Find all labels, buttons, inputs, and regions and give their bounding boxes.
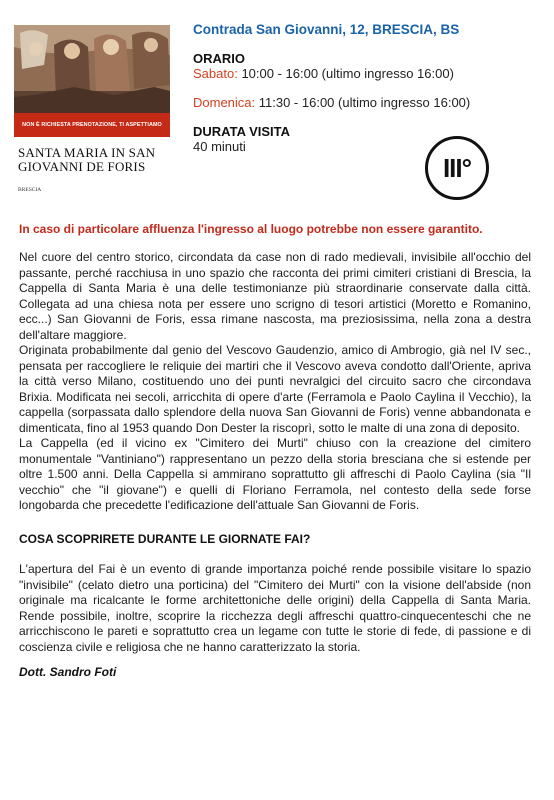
no-booking-banner: NON È RICHIESTA PRENOTAZIONE, TI ASPETTIAMO	[14, 113, 170, 137]
body-paragraph: La Cappella (ed il vicino ex "Cimitero dei Murti" chiuso con la creazione del cimitero monumentale "Vantiniano") rappresentano un pezzo della storia bresciana che si estende per oltre 1.500 anni. Della Cappella si ammirano soprattutto gli affreschi di Paolo Caylina (sia "Il vecchio" che "il giovane") e quelli di Floriano Ferramola, nel contesto della sede forse longobarda che precedette l'edificazione dell'attuale San Giovanni de Foris.	[19, 436, 531, 512]
hours-text: 11:30 - 16:00 (ultimo ingresso 16:00)	[255, 95, 471, 110]
day-label: Sabato:	[193, 66, 238, 81]
warning-text: In caso di particolare affluenza l'ingresso al luogo potrebbe non essere garantito.	[19, 222, 483, 236]
place-city: BRESCIA	[18, 187, 42, 193]
logo-text: III°	[442, 153, 472, 183]
place-title: SANTA MARIA IN SAN GIOVANNI DE FORIS	[18, 145, 156, 174]
body-paragraph: Nel cuore del centro storico, circondata da case non di rado medievali, invisibile all'occhio del passante, perché racchiusa in uno spazio che racconta dei primi cimiteri cristiani di Brescia, la Cappella di Santa Maria è una delle testimonianze più straordinarie conservate dalla città. Collegata ad una chiesa nota per essere uno scrigno di tesori artistici (Moretto e Romanino, ecc...) San Giovanni de Foris, essa rimane nascosta, ma preziosissima, nella zona a destra dell'altare maggiore.	[19, 250, 531, 342]
description-body	[19, 250, 531, 514]
fresco-thumbnail	[14, 25, 170, 137]
section-heading: COSA SCOPRIRETE DURANTE LE GIORNATE FAI?	[19, 532, 311, 546]
hours-text: 10:00 - 16:00 (ultimo ingresso 16:00)	[237, 66, 454, 81]
orario-row-sabato	[193, 66, 454, 81]
day-label: Domenica:	[193, 95, 256, 110]
author-signature: Dott. Sandro Foti	[19, 665, 117, 679]
fai-logo-icon	[425, 136, 489, 200]
durata-value: 40 minuti	[193, 139, 246, 154]
address-link[interactable]: Contrada San Giovanni, 12, BRESCIA, BS	[193, 22, 460, 37]
orario-row-domenica	[193, 95, 470, 110]
orario-heading: ORARIO	[193, 51, 245, 66]
closing-paragraph: L'apertura del Fai è un evento di grande importanza poiché rende possibile visitare lo spazio "invisibile" (celato dietro una porticina) del "Cimitero dei Murti" con la visione dell'abside (non originale ma ricalcante le forme architettoniche delle origini) della Cappella di Santa Maria. Rende possibile, inoltre, scoprire la ricchezza degli affreschi quattro-cinquecenteschi che ne arricchiscono le pareti e soprattutto crea un legame con tutte le storie di fede, di passione e di coscienza civile e religiosa che ne hanno caratterizzato la storia.	[19, 562, 531, 654]
fresco-image	[14, 25, 170, 113]
body-paragraph: Originata probabilmente dal genio del Vescovo Gaudenzio, amico di Ambrogio, già nel IV sec., pensata per raccogliere le reliquie dei martiri che il Vescovo aveva condotto dall'Oriente, apriva la città verso Milano, costituendo uno dei punti nevralgici del circuito sacro che circondava Brixia. Modificata nei secoli, arricchita di opere d'arte (Ferramola e Paolo Caylina il Vecchio), la cappella (sorpassata dallo splendore della nuova San Giovanni de Foris) venne abbandonata e dimenticata, fino al 1953 quando Don Dester la riscoprì, sotto le malte di una zona di deposito.	[19, 343, 531, 435]
durata-heading: DURATA VISITA	[193, 124, 291, 139]
